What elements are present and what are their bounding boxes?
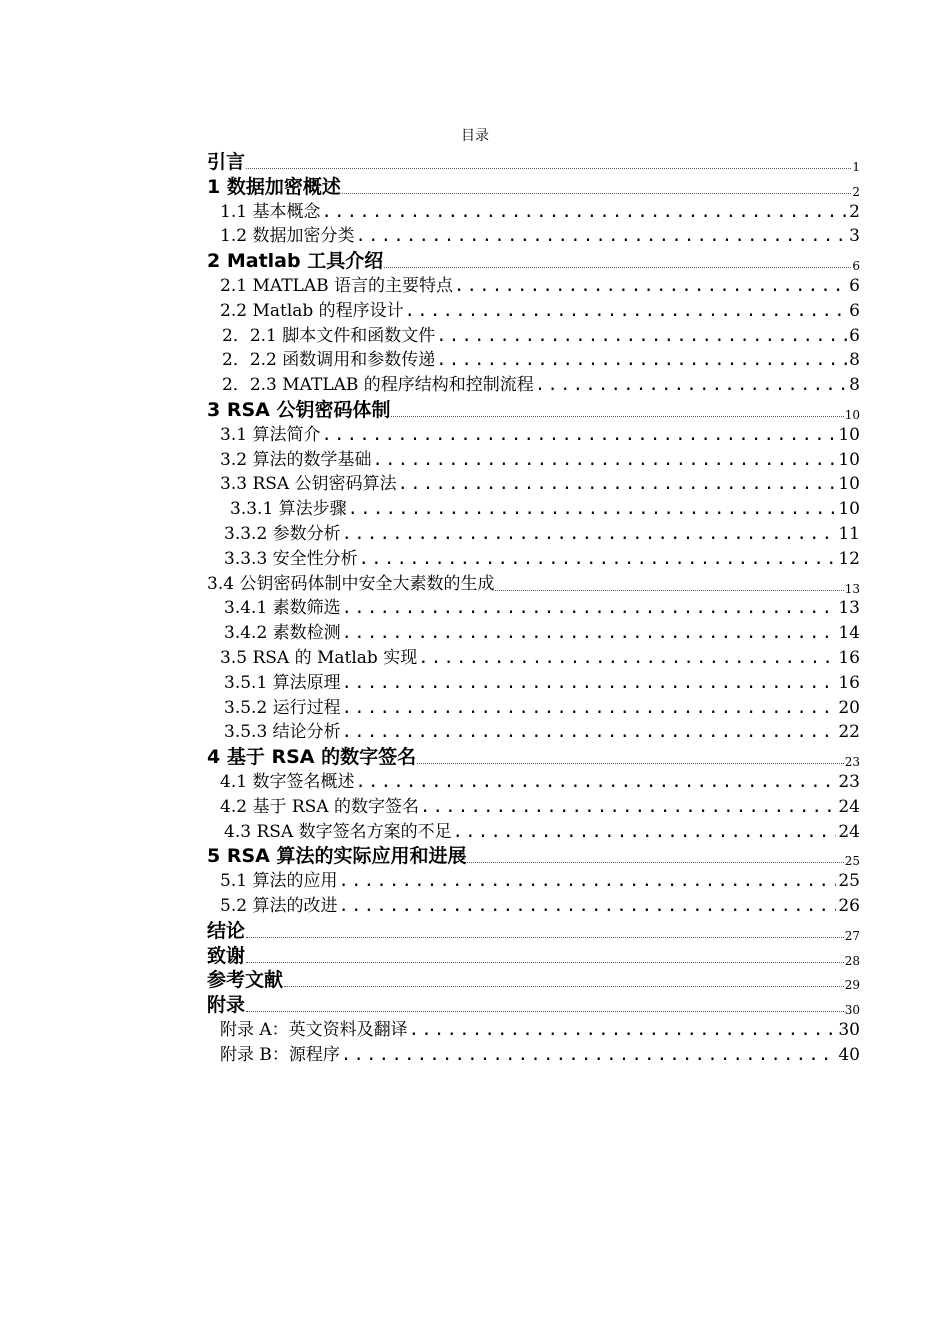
toc-entry-page: 10	[838, 424, 860, 445]
toc-entry[interactable]	[207, 968, 860, 993]
toc-entry-title: 2 Matlab 工具介绍	[207, 250, 384, 273]
toc-dot-leader	[246, 937, 844, 938]
toc-entry-page: 6	[849, 276, 860, 296]
toc-entry[interactable]	[207, 150, 860, 175]
toc-entry-page: 20	[838, 697, 860, 718]
toc-entry-page: 6	[849, 300, 860, 321]
toc-dot-leader	[452, 820, 837, 845]
toc-entry-page: 28	[844, 953, 860, 968]
toc-entry[interactable]	[220, 423, 860, 448]
toc-dot-leader	[246, 962, 844, 963]
toc-title: 目录	[461, 128, 489, 144]
toc-dot-leader	[495, 590, 843, 591]
toc-entry-title: 4.3 RSA 数字签名方案的不足	[224, 821, 452, 842]
toc-dot-leader	[341, 596, 837, 621]
toc-entry[interactable]	[224, 696, 860, 721]
toc-entry-page: 10	[838, 474, 860, 495]
toc-entry-page: 1	[852, 160, 860, 174]
toc-entry[interactable]	[224, 671, 860, 696]
toc-entry-title: 1.1 基本概念	[220, 201, 321, 222]
toc-entry-title: 2.1 MATLAB 语言的主要特点	[220, 276, 453, 296]
toc-entry-title: 结论	[207, 919, 246, 942]
toc-dot-leader	[404, 299, 848, 324]
toc-entry[interactable]	[207, 745, 860, 770]
toc-dot-leader	[341, 522, 837, 547]
toc-entry[interactable]	[207, 398, 860, 423]
toc-dot-leader	[354, 224, 847, 249]
toc-dot-leader	[371, 448, 836, 473]
toc-entry-page: 10	[838, 449, 860, 470]
toc-entry-title: 3.3.2 参数分析	[224, 524, 341, 544]
toc-entry[interactable]	[220, 224, 860, 249]
toc-entry-page: 8	[849, 375, 860, 396]
toc-entry[interactable]	[207, 919, 860, 944]
toc-entry[interactable]	[207, 175, 860, 200]
toc-entry-page: 30	[838, 1020, 860, 1040]
toc-dot-leader	[391, 416, 843, 417]
toc-entry-page: 29	[844, 978, 860, 993]
toc-entry-title: 附录	[207, 994, 246, 1017]
toc-entry-title: 3.1 算法简介	[220, 424, 321, 445]
toc-dot-leader	[358, 547, 837, 572]
toc-entry-page: 10	[844, 408, 860, 422]
toc-entry-page: 13	[838, 598, 860, 619]
toc-dot-leader	[408, 1018, 837, 1043]
toc-entry-title: 3 RSA 公钥密码体制	[207, 399, 391, 421]
toc-entry-title: 3.4.2 素数检测	[224, 623, 341, 644]
toc-entry[interactable]	[207, 993, 860, 1018]
toc-entry[interactable]	[220, 1018, 860, 1043]
toc-entry-page: 27	[844, 928, 860, 943]
toc-entry-title: 3.5.3 结论分析	[224, 722, 341, 743]
toc-entry-title: 3.5.1 算法原理	[224, 672, 341, 693]
toc-dot-leader	[534, 373, 847, 398]
toc-dot-leader	[341, 621, 837, 646]
toc-entry-page: 10	[838, 499, 860, 520]
toc-entry-page: 12	[838, 548, 860, 569]
toc-dot-leader	[397, 472, 837, 497]
toc-dot-leader	[340, 1043, 836, 1068]
toc-entry-page: 14	[838, 623, 860, 644]
toc-dot-leader	[354, 770, 836, 795]
toc-entry-title: 2．2.1 脚本文件和函数文件	[222, 325, 436, 346]
toc-entry[interactable]	[224, 820, 860, 845]
toc-dot-leader	[384, 267, 851, 268]
toc-entry[interactable]	[220, 646, 860, 671]
toc-entry-title: 2.2 Matlab 的程序设计	[220, 300, 404, 321]
toc-entry[interactable]	[220, 795, 860, 820]
toc-entry-title: 3.4 公钥密码体制中安全大素数的生成	[207, 573, 495, 594]
toc-entry-page: 16	[838, 648, 860, 668]
toc-entry-page: 23	[844, 755, 860, 770]
toc-entry-page: 11	[838, 524, 860, 544]
toc-entry[interactable]	[222, 348, 860, 373]
toc-entry-title: 3.4.1 素数筛选	[224, 598, 341, 619]
toc-dot-leader	[246, 168, 851, 169]
toc-entry[interactable]	[220, 869, 860, 894]
toc-entry-title: 1 数据加密概述	[207, 175, 341, 198]
toc-entry-title: 附录 A：英文资料及翻译	[220, 1020, 408, 1040]
toc-entry[interactable]	[207, 249, 860, 274]
toc-entry-title: 3.5 RSA 的 Matlab 实现	[220, 648, 418, 668]
toc-entry[interactable]	[207, 572, 860, 597]
toc-entry-title: 参考文献	[207, 969, 284, 992]
toc-entry-title: 5 RSA 算法的实际应用和进展	[207, 845, 467, 868]
toc-entry-title: 附录 B：源程序	[220, 1044, 340, 1065]
toc-entry-page: 40	[838, 1044, 860, 1065]
toc-entry-page: 8	[849, 350, 860, 371]
toc-entry[interactable]	[220, 200, 860, 225]
toc-entry-title: 5.2 算法的改进	[220, 896, 338, 916]
toc-entry-title: 致谢	[207, 944, 246, 967]
toc-entry-page: 2	[849, 201, 860, 222]
toc-dot-leader	[417, 646, 836, 671]
toc-entry-page: 24	[838, 796, 860, 817]
toc-entry-title: 2．2.2 函数调用和参数传递	[222, 350, 436, 371]
toc-entry-page: 6	[849, 325, 860, 346]
toc-entry[interactable]	[220, 894, 860, 919]
toc-entry-title: 3.5.2 运行过程	[224, 697, 341, 718]
toc-dot-leader	[246, 1011, 844, 1012]
toc-entry[interactable]	[224, 547, 860, 572]
toc-entry[interactable]	[207, 844, 860, 869]
toc-entry-page: 13	[844, 581, 860, 596]
toc-entry-page: 23	[838, 772, 860, 792]
toc-entry[interactable]	[224, 522, 860, 547]
toc-entry[interactable]	[230, 497, 860, 522]
toc-entry[interactable]	[222, 373, 860, 398]
toc-entry[interactable]	[220, 448, 860, 473]
toc-entry[interactable]	[207, 944, 860, 969]
toc-entry[interactable]	[224, 596, 860, 621]
toc-dot-leader	[337, 869, 836, 894]
toc-entry-page: 30	[844, 1003, 860, 1018]
toc-entry[interactable]	[220, 770, 860, 795]
toc-entry[interactable]	[220, 1043, 860, 1068]
toc-entry-title: 4.2 基于 RSA 的数字签名	[220, 796, 419, 817]
toc-entry[interactable]	[220, 472, 860, 497]
toc-entry[interactable]	[222, 324, 860, 349]
toc-entry[interactable]	[224, 621, 860, 646]
toc-entry[interactable]	[224, 720, 860, 745]
toc-dot-leader	[320, 423, 836, 448]
toc-dot-leader	[453, 274, 847, 299]
toc-entry-title: 1.2 数据加密分类	[220, 226, 355, 247]
toc-entry-page: 25	[838, 871, 860, 892]
toc-entry-title: 2．2.3 MATLAB 的程序结构和控制流程	[222, 375, 534, 396]
toc-entry-title: 引言	[207, 151, 246, 173]
toc-dot-leader	[419, 795, 836, 820]
toc-entry-title: 4.1 数字签名概述	[220, 772, 355, 792]
toc-entry-page: 22	[838, 722, 860, 743]
toc-entry[interactable]	[220, 274, 860, 299]
toc-entry-page: 26	[838, 896, 860, 916]
toc-entry-title: 5.1 算法的应用	[220, 871, 338, 892]
toc-dot-leader	[342, 193, 852, 194]
toc-dot-leader	[341, 696, 837, 721]
toc-entry-page: 6	[852, 259, 860, 274]
toc-entry-title: 3.2 算法的数学基础	[220, 449, 372, 470]
toc-entry-page: 24	[838, 821, 860, 842]
toc-dot-leader	[341, 671, 837, 696]
toc-dot-leader	[347, 497, 837, 522]
toc-dot-leader	[341, 720, 837, 745]
toc-dot-leader	[467, 862, 843, 863]
toc-entry-title: 3.3 RSA 公钥密码算法	[220, 474, 397, 495]
toc-entry-page: 3	[849, 226, 860, 247]
toc-entry-page: 25	[844, 854, 860, 869]
toc-dot-leader	[435, 324, 847, 349]
toc-entry-title: 3.3.1 算法步骤	[230, 499, 347, 520]
toc-entry-page: 16	[838, 672, 860, 693]
toc-entry-title: 4 基于 RSA 的数字签名	[207, 746, 417, 769]
toc-entry-title: 3.3.3 安全性分析	[224, 548, 358, 569]
toc-entry-page: 2	[852, 184, 860, 199]
toc-dot-leader	[337, 894, 836, 919]
toc-entry[interactable]	[220, 299, 860, 324]
toc-dot-leader	[320, 200, 847, 225]
toc-dot-leader	[417, 763, 844, 764]
toc-dot-leader	[435, 348, 847, 373]
toc-dot-leader	[284, 986, 844, 987]
